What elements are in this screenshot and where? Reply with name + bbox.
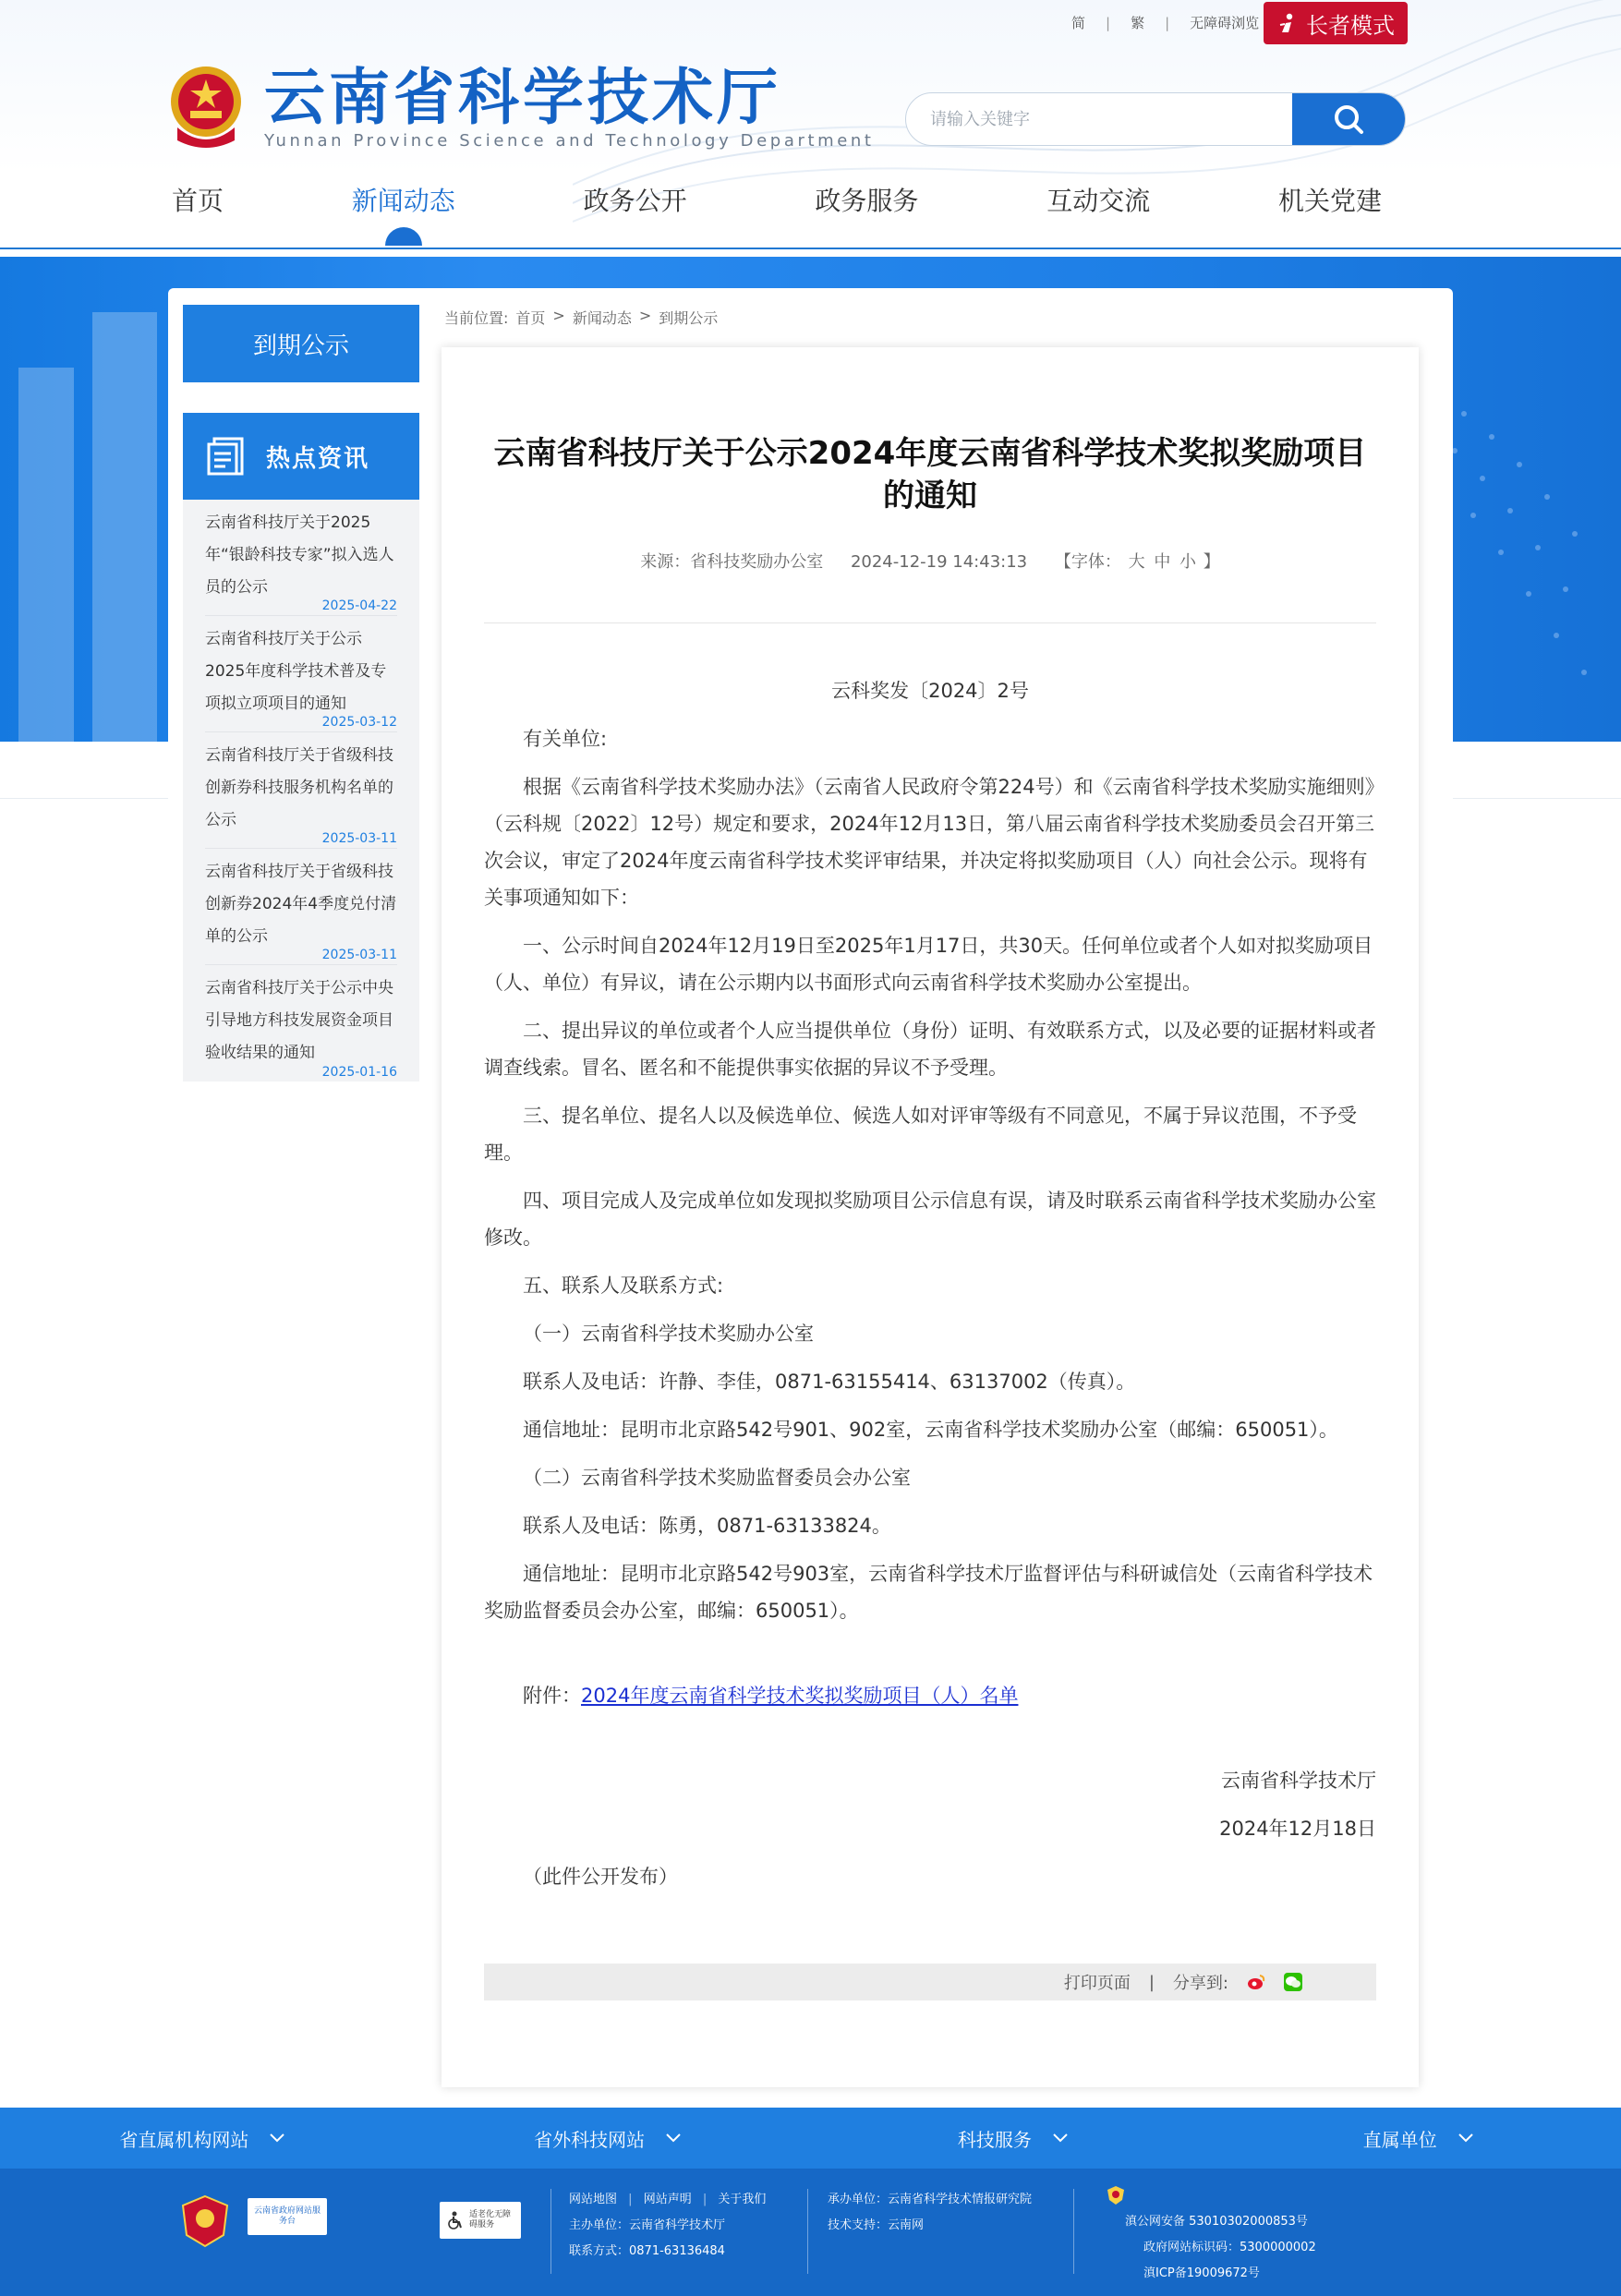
footer-divider: [807, 2189, 808, 2274]
paragraph: （一）云南省科学技术奖励办公室: [523, 1323, 814, 1345]
paragraph: 通信地址：昆明市北京路542号901、902室，云南省科学技术奖励办公室（邮编：650051）。: [523, 1419, 1338, 1441]
news-date: 2025-03-11: [321, 948, 397, 962]
hot-news-title: 热点资讯: [266, 444, 370, 473]
share-label: 分享到:: [1172, 1974, 1228, 1993]
footer-dropdown-label: 省直属机构网站: [119, 2128, 249, 2151]
document-number: 云科奖发〔2024〕2号: [831, 680, 1029, 702]
font-small-link[interactable]: 小: [1179, 552, 1197, 572]
news-title: 云南省科技厅关于2025年“银龄科技专家”拟入选人员的公示: [205, 514, 394, 597]
footer-dropdown-label: 省外科技网站: [534, 2128, 646, 2151]
attachment-link[interactable]: 2024年度云南省科学技术奖拟奖励项目（人）名单: [581, 1685, 1019, 1707]
signature-date: 2024年12月18日: [1219, 1818, 1376, 1840]
news-title: 云南省科技厅关于公示中央引导地方科技发展资金项目验收结果的通知: [205, 979, 393, 1062]
font-label: 【字体：: [1054, 552, 1121, 572]
news-date: 2025-01-16: [321, 1065, 397, 1080]
list-item[interactable]: [205, 849, 397, 965]
article-meta: [484, 549, 1376, 573]
paragraph: 三、提名单位、提名人以及候选单位、候选人如对评审等级有不同意见，不属于异议范围，不予受理。: [484, 1105, 1357, 1164]
main-nav: [172, 181, 1382, 240]
hot-news-header: [183, 413, 419, 500]
site-footer: [0, 2169, 1621, 2296]
nav-gov-services[interactable]: 政务服务: [815, 186, 919, 216]
nav-news[interactable]: 新闻动态: [352, 181, 455, 240]
list-item[interactable]: [205, 616, 397, 732]
list-item[interactable]: [205, 732, 397, 849]
separator: |: [1106, 14, 1111, 31]
nav-home[interactable]: 首页: [172, 186, 224, 216]
site-header: [0, 0, 1621, 249]
search-box: [905, 92, 1406, 146]
simplified-chinese-link[interactable]: 简: [1071, 15, 1086, 31]
attachment-line: [484, 1677, 1376, 1714]
footer-dropdown-affiliates[interactable]: [1216, 2108, 1621, 2169]
paragraph: 一、公示时间自2024年12月19日至2025年1月17日，共30天。任何单位或者个人如对拟奖励项目（人、单位）有异议，请在公示期内以书面形式向云南省科学技术奖励办公室提出。: [484, 935, 1373, 994]
article-datetime: 2024-12-19 14:43:13: [850, 552, 1028, 572]
news-title: 云南省科技厅关于公示2025年度科学技术普及专项拟立项项目的通知: [205, 630, 387, 713]
breadcrumb-sep: >: [552, 307, 565, 324]
elder-person-icon: [1276, 12, 1299, 34]
list-item[interactable]: [205, 965, 397, 1082]
top-links: [1071, 13, 1259, 32]
news-date: 2025-03-12: [321, 715, 397, 730]
greeting: 有关单位:: [523, 728, 608, 750]
print-button[interactable]: 打印页面: [1063, 1974, 1131, 1993]
footer-undertaker: 承办单位：云南省科学技术情报研究院: [828, 2193, 1033, 2206]
paragraph: （二）云南省科学技术奖励监督委员会办公室: [523, 1467, 911, 1489]
wheelchair-icon: [445, 2210, 466, 2230]
footer-dropdown-label: 科技服务: [957, 2128, 1032, 2151]
separator: |: [1165, 14, 1170, 31]
article-source: 来源：省科技奖励办公室: [640, 552, 824, 572]
breadcrumb-news[interactable]: 新闻动态: [572, 309, 632, 327]
police-badge-icon: [1107, 2185, 1125, 2205]
paragraph: 联系人及电话：许静、李佳，0871-63155414、63137002（传真）。: [523, 1371, 1136, 1393]
font-large-link[interactable]: 大: [1128, 552, 1145, 572]
paragraph: 通信地址：昆明市北京路542号903室，云南省科学技术厅监督评估与科研诚信处（云南省科学技术奖励监督委员会办公室，邮编：650051）。: [484, 1563, 1373, 1622]
footer-dropdown-provincial[interactable]: [0, 2108, 405, 2169]
news-date: 2025-03-11: [321, 831, 397, 846]
footer-dropdown-services[interactable]: [811, 2108, 1216, 2169]
accessibility-link[interactable]: 无障碍浏览: [1190, 15, 1260, 31]
accessible-badge-text: 适老化无障碍服务: [469, 2210, 512, 2230]
footer-icp[interactable]: 滇ICP备19009672号: [1143, 2266, 1260, 2280]
footer-contact: 联系方式：0871-63136484: [569, 2244, 725, 2258]
footer-site-code: 政府网站标识码：5300000002: [1143, 2241, 1316, 2254]
footer-link-sitemap[interactable]: 网站地图: [569, 2193, 618, 2206]
nav-interaction[interactable]: 互动交流: [1046, 186, 1151, 216]
footer-divider: [550, 2189, 551, 2274]
hot-news-list: [183, 500, 419, 1082]
party-gov-badge-icon[interactable]: [181, 2194, 229, 2248]
share-bar: [484, 1964, 1376, 2000]
breadcrumb: [444, 307, 718, 328]
nav-party-building[interactable]: 机关党建: [1277, 186, 1382, 216]
traditional-chinese-link[interactable]: 繁: [1131, 15, 1145, 31]
sidebar: [183, 305, 419, 1082]
breadcrumb-sep: >: [638, 307, 652, 324]
site-logo[interactable]: [166, 63, 875, 151]
paragraph: 五、联系人及联系方式:: [523, 1275, 724, 1297]
meta-divider: [484, 622, 1376, 623]
font-size-switcher: [1055, 552, 1220, 572]
news-title: 云南省科技厅关于省级科技创新券科技服务机构名单的公示: [205, 746, 393, 829]
article-body: [484, 672, 1376, 1906]
footer-info-undertaker: [828, 2187, 1032, 2239]
news-date: 2025-04-22: [321, 598, 397, 613]
footer-divider: [1073, 2189, 1074, 2274]
breadcrumb-label: 当前位置:: [444, 309, 509, 327]
attachment-label: 附件：: [523, 1685, 581, 1707]
footer-info-host: [569, 2187, 766, 2265]
footer-dropdown-external[interactable]: [405, 2108, 811, 2169]
footer-tech-support: 技术支持：云南网: [828, 2218, 925, 2232]
separator: |: [1148, 1972, 1155, 1992]
accessible-service-badge[interactable]: [440, 2202, 521, 2239]
footer-police-record[interactable]: 滇公网安备 53010302000853号: [1125, 2215, 1308, 2229]
search-button[interactable]: [1292, 93, 1405, 145]
list-item[interactable]: [205, 500, 397, 616]
footer-host: 主办单位：云南省科学技术厅: [569, 2218, 726, 2232]
chevron-down-icon: [1052, 2133, 1069, 2144]
elder-mode-button[interactable]: [1264, 2, 1408, 44]
chevron-down-icon: [1458, 2133, 1474, 2144]
search-input[interactable]: [906, 93, 1292, 145]
paragraph: 联系人及电话：陈勇，0871-63133824。: [523, 1515, 891, 1537]
news-title: 云南省科技厅关于省级科技创新券2024年4季度兑付清单的公示: [205, 863, 397, 946]
footer-records: [1125, 2209, 1316, 2287]
footer-link-about[interactable]: 关于我们: [718, 2193, 767, 2206]
nav-gov-affairs[interactable]: 政务公开: [583, 186, 687, 216]
weibo-icon[interactable]: [1247, 1974, 1265, 1990]
font-end: 】: [1203, 552, 1220, 572]
sidebar-section-title[interactable]: 到期公示: [183, 305, 419, 382]
article-title: 云南省科技厅关于公示2024年度云南省科学技术奖拟奖励项目的通知: [493, 435, 1367, 514]
breadcrumb-home[interactable]: 首页: [515, 309, 546, 327]
document-icon: [205, 435, 248, 477]
footer-link-groups: [0, 2108, 1621, 2169]
footer-links: 网站地图 | 网站声明 | 关于我们: [569, 2193, 767, 2206]
article-card: [442, 347, 1419, 2087]
publish-note: （此件公开发布）: [523, 1866, 678, 1888]
site-title: 云南省科学技术厅: [264, 61, 781, 133]
national-emblem-icon: [166, 63, 246, 151]
paragraph: 二、提出异议的单位或者个人应当提供单位（身份）证明、有效联系方式，以及必要的证据材料或者调查线索。冒名、匿名和不能提供事实依据的异议不予受理。: [484, 1020, 1376, 1079]
breadcrumb-current[interactable]: 到期公示: [659, 309, 719, 327]
elder-mode-label: 长者模式: [1306, 12, 1395, 39]
paragraph: 根据《云南省科学技术奖励办法》（云南省人民政府令第224号）和《云南省科学技术奖励实施细则》（云科规〔2022〕12号）规定和要求，2024年12月13日，第八届云南省科学技术奖励委员会召开第三次会议，审定了2024年度云南省科学技术奖评审结果，并决定将拟奖励项目（人）向社会公示。现将有关事项通知如下：: [484, 776, 1375, 909]
footer-dropdown-label: 直属单位: [1362, 2128, 1437, 2151]
wechat-icon[interactable]: [1284, 1973, 1302, 1991]
signature-org: 云南省科学技术厅: [1221, 1770, 1376, 1792]
gov-platform-badge[interactable]: [248, 2198, 327, 2235]
search-icon: [1332, 103, 1365, 136]
site-subtitle: Yunnan Province Science and Technology Department: [264, 130, 875, 151]
font-medium-link[interactable]: 中: [1154, 552, 1171, 572]
chevron-down-icon: [665, 2133, 682, 2144]
paragraph: 四、项目完成人及完成单位如发现拟奖励项目公示信息有误，请及时联系云南省科学技术奖励办公室修改。: [484, 1190, 1376, 1249]
footer-link-statement[interactable]: 网站声明: [643, 2193, 692, 2206]
gov-platform-badge-text: 云南省政府网站服务台: [253, 2206, 321, 2226]
chevron-down-icon: [269, 2133, 285, 2144]
